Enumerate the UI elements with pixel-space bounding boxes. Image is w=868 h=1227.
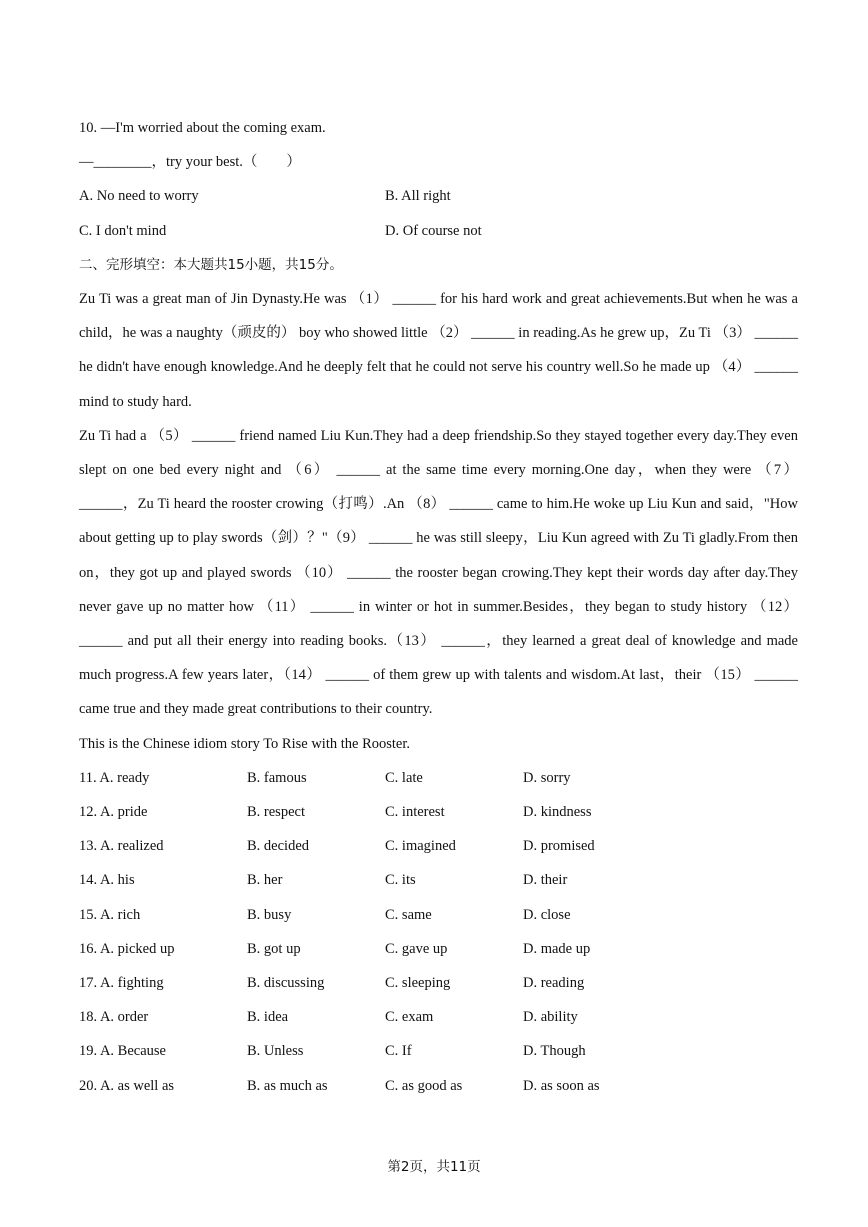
option-d: D. reading: [523, 974, 585, 991]
option-b: B. discussing: [247, 974, 325, 991]
option-d: D. Though: [523, 1043, 586, 1060]
page-number: 第2页，共11页: [387, 1159, 481, 1175]
question-row: [79, 1000, 798, 1034]
question-row: [79, 829, 798, 863]
option-a: 15. A. rich: [79, 906, 141, 923]
option-c: C. sleeping: [385, 974, 451, 991]
option-b: B. All right: [385, 188, 451, 205]
question-row: [79, 1069, 798, 1103]
option-b: B. got up: [247, 940, 301, 957]
question-row: [79, 761, 798, 795]
option-c: C. If: [385, 1043, 412, 1060]
option-a: 13. A. realized: [79, 838, 164, 855]
option-d: D. promised: [523, 838, 595, 855]
option-c: C. its: [385, 872, 416, 889]
passage-paragraph-3: This is the Chinese idiom story To Rise with the Rooster.: [79, 735, 411, 752]
passage-paragraph-2: Zu Ti had a （5） ______ friend named Liu Kun.They had a deep friendship.So they stayed together every day.They even slept on one bed every night and （6） ______ at the same time every morning.One day，when they were （7） ______，Zu Ti heard the rooster crowing（打鸣）.An （8） ______ came to him.He woke up Liu Kun and said，"How about getting up to play swords（剑）？"（9） ______ he was still sleepy，Liu Kun agreed with Zu Ti gladly.From then on，they got up and played swords （10） ______ the rooster began crowing.They kept their words day after day.They never gave up no matter how （11） ______ in winter or hot in summer.Besides，they began to study history （12） ______ and put all their energy into reading books.（13） ______，they learned a great deal of knowledge and made much progress.A few years later，（14） ______ of them grew up with talents and wisdom.At last，their （15） ______ came true and they made great contributions to their country.: [79, 427, 798, 718]
question-10-stem: 10. —I'm worried about the coming exam.: [79, 120, 326, 136]
option-b: B. as much as: [247, 1077, 328, 1094]
option-b: B. Unless: [247, 1043, 304, 1060]
option-b: B. famous: [247, 769, 307, 786]
section-heading: 二、完形填空：本大题共15小题，共15分。: [79, 256, 343, 273]
option-d: D. their: [523, 872, 568, 889]
question-row: [79, 932, 798, 966]
question-row: [79, 795, 798, 829]
option-b: B. respect: [247, 804, 305, 821]
option-c: C. I don't mind: [79, 222, 167, 239]
question-10-options-row-1: [79, 179, 798, 213]
option-a: 14. A. his: [79, 872, 135, 889]
question-list: [79, 761, 798, 1103]
option-c: C. interest: [385, 804, 445, 821]
option-a: 18. A. order: [79, 1009, 149, 1026]
option-b: B. idea: [247, 1009, 289, 1026]
option-c: C. as good as: [385, 1077, 463, 1094]
option-c: C. same: [385, 906, 432, 923]
question-row: [79, 966, 798, 1000]
option-a: A. No need to worry: [79, 188, 199, 205]
option-a: 16. A. picked up: [79, 940, 175, 957]
option-b: B. busy: [247, 906, 292, 923]
option-d: D. close: [523, 906, 571, 923]
option-d: D. as soon as: [523, 1077, 600, 1094]
option-d: D. kindness: [523, 804, 592, 821]
option-c: C. exam: [385, 1009, 434, 1026]
option-c: C. gave up: [385, 940, 448, 957]
option-a: 20. A. as well as: [79, 1077, 175, 1094]
question-10-response: —________，try your best.（ ）: [79, 154, 301, 171]
question-row: [79, 898, 798, 932]
option-a: 17. A. fighting: [79, 974, 164, 991]
option-d: D. ability: [523, 1009, 578, 1026]
option-a: 12. A. pride: [79, 804, 148, 821]
option-b: B. her: [247, 872, 283, 889]
option-c: C. late: [385, 769, 423, 786]
option-b: B. decided: [247, 838, 310, 855]
option-d: D. sorry: [523, 769, 571, 786]
option-d: D. Of course not: [385, 222, 482, 239]
option-d: D. made up: [523, 940, 591, 957]
option-c: C. imagined: [385, 838, 456, 855]
option-a: 11. A. ready: [79, 769, 150, 786]
option-a: 19. A. Because: [79, 1043, 166, 1060]
question-10-options-row-2: [79, 214, 798, 248]
question-row: [79, 1034, 798, 1068]
question-row: [79, 863, 798, 897]
question-10: [79, 111, 798, 248]
passage-paragraph-1: Zu Ti was a great man of Jin Dynasty.He was （1） ______ for his hard work and great achievements.But when he was a child，he was a naughty（顽皮的） boy who showed little （2） ______ in reading.As he grew up，Zu Ti （3） ______ he didn't have enough knowledge.And he deeply felt that he could not serve his country well.So he made up （4） ______ mind to study hard.: [79, 290, 798, 410]
